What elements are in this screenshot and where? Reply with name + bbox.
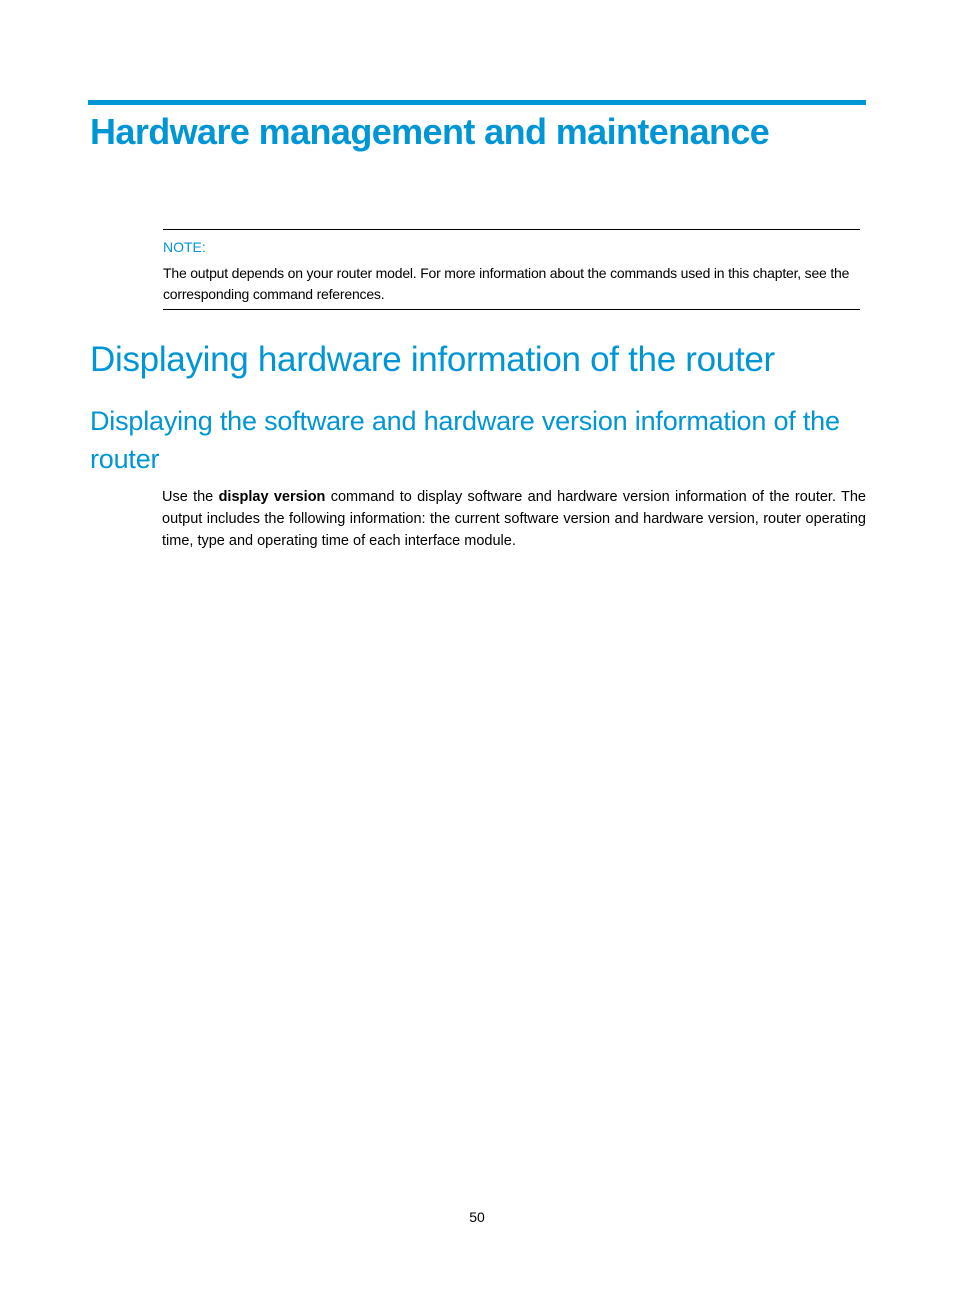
note-label: NOTE:: [163, 239, 206, 255]
subsection-heading: Displaying the software and hardware version information of the router: [90, 406, 840, 474]
body-text-rest: command to display software and hardware version information of the router. The output includes the following information: the current software version and hardware version, router operating time, type and operating time of each interface module.: [162, 489, 867, 549]
note-text: The output depends on your router model. For more information about the commands used in this chapter, see the corresponding command references.: [163, 265, 850, 302]
body-paragraph: [162, 486, 866, 552]
note-box: [163, 229, 860, 310]
page-number: 50: [469, 1209, 485, 1225]
body-text-lead: Use the: [162, 489, 219, 505]
chapter-title: Hardware management and maintenance: [90, 111, 770, 152]
command-name: display version: [218, 489, 326, 505]
section-heading: Displaying hardware information of the router: [90, 340, 775, 379]
chapter-rule: [88, 100, 866, 105]
